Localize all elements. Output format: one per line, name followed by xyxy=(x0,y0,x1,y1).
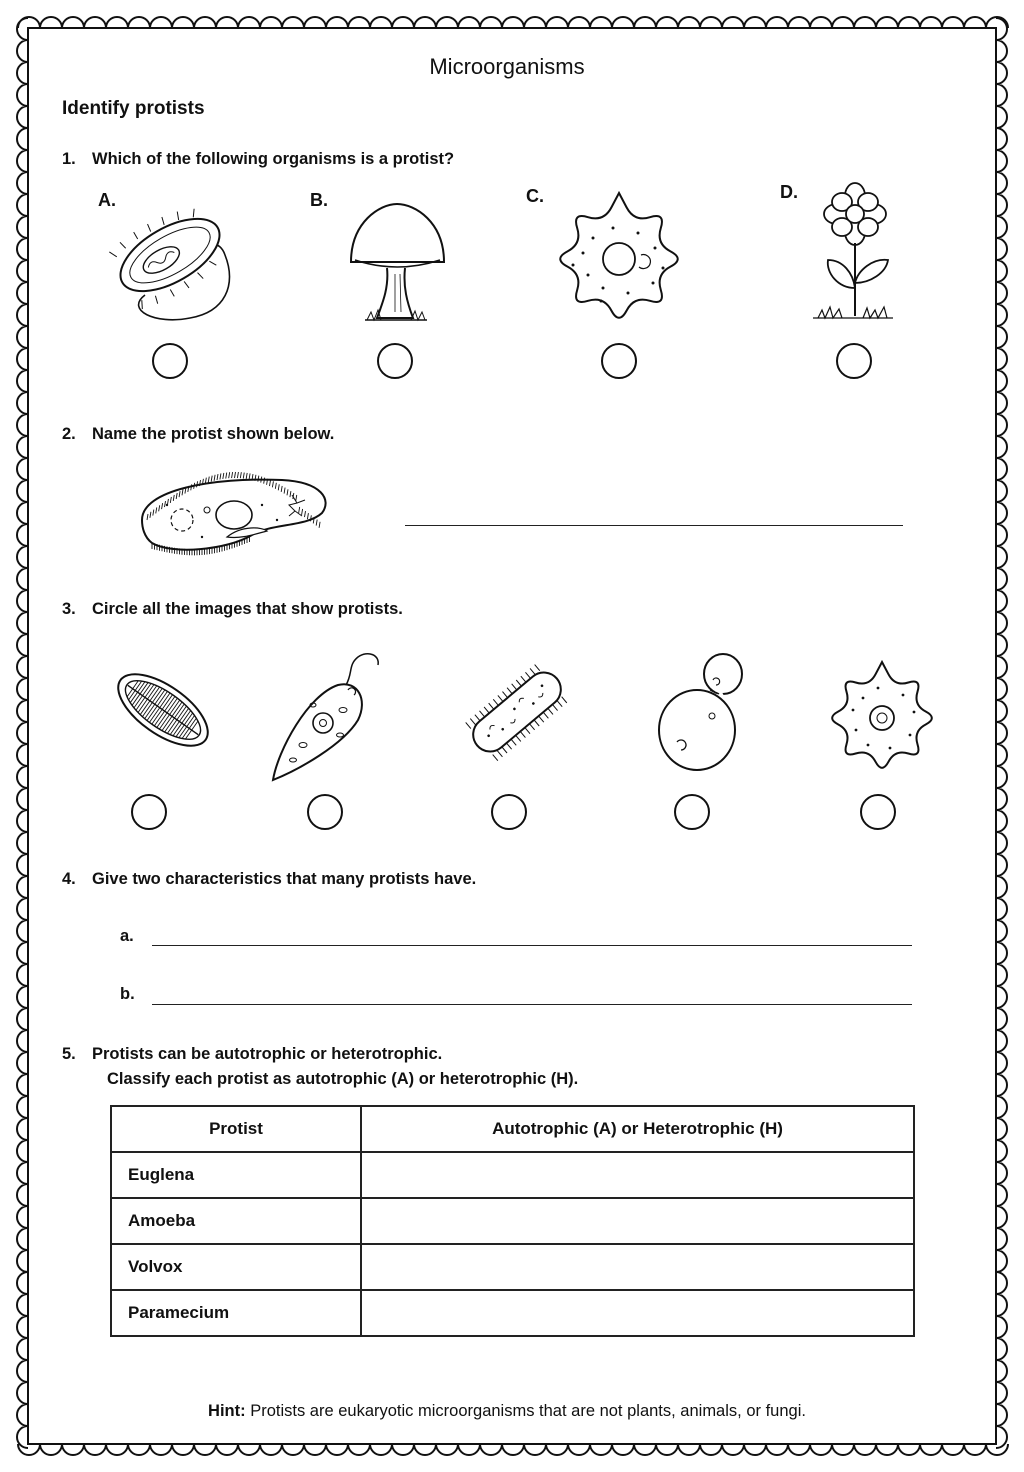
question-text: Give two characteristics that many protists have. xyxy=(92,870,477,888)
hint-text: Protists are eukaryotic microorganisms that are not plants, animals, or fungi. xyxy=(250,1402,806,1420)
paramecium-like-protist-icon xyxy=(105,200,240,325)
classification-table xyxy=(110,1105,915,1337)
blank-b-label: b. xyxy=(120,985,135,1003)
option-c-radio[interactable] xyxy=(601,343,637,379)
worksheet-title: Microorganisms xyxy=(429,54,585,79)
image-5-radio[interactable] xyxy=(860,794,896,830)
table-row xyxy=(111,1198,914,1244)
option-b-label: B. xyxy=(310,190,328,210)
protist-name: Volvox xyxy=(111,1244,361,1290)
protist-name: Euglena xyxy=(111,1152,361,1198)
question-2 xyxy=(62,425,334,444)
question-number: 1. xyxy=(62,150,76,168)
option-c-label: C. xyxy=(526,186,544,206)
question-text: Which of the following organisms is a protist? xyxy=(92,150,455,168)
table-row xyxy=(111,1152,914,1198)
option-b-radio[interactable] xyxy=(377,343,413,379)
answer-cell[interactable] xyxy=(361,1290,914,1336)
option-a-radio[interactable] xyxy=(152,343,188,379)
table-row xyxy=(111,1290,914,1336)
option-d-label: D. xyxy=(780,182,798,202)
option-d-radio[interactable] xyxy=(836,343,872,379)
blank-a-label: a. xyxy=(120,927,134,945)
image-1-radio[interactable] xyxy=(131,794,167,830)
question-text: Circle all the images that show protists. xyxy=(92,600,403,618)
answer-line-a[interactable] xyxy=(152,945,912,946)
question-text: Name the protist shown below. xyxy=(92,425,335,443)
question-number: 5. xyxy=(62,1045,76,1063)
image-2-radio[interactable] xyxy=(307,794,343,830)
amoeba-icon xyxy=(818,660,943,775)
question-5-instruction: Classify each protist as autotrophic (A) or heterotrophic (H). xyxy=(107,1070,579,1088)
hint-label: Hint: xyxy=(208,1402,246,1420)
question-3 xyxy=(62,600,403,619)
section-heading: Identify protists xyxy=(62,98,205,119)
question-4 xyxy=(62,870,476,889)
hint xyxy=(0,1402,1014,1421)
answer-line-q2[interactable] xyxy=(405,525,903,526)
image-4-radio[interactable] xyxy=(674,794,710,830)
euglena-icon xyxy=(268,645,388,785)
table-header-row xyxy=(111,1106,914,1152)
option-a-label: A. xyxy=(98,190,116,210)
answer-line-b[interactable] xyxy=(152,1004,912,1005)
amoeba-icon xyxy=(543,193,693,323)
image-3-radio[interactable] xyxy=(491,794,527,830)
answer-cell[interactable] xyxy=(361,1198,914,1244)
flower-plant-icon xyxy=(808,178,898,328)
answer-cell[interactable] xyxy=(361,1244,914,1290)
protist-name: Paramecium xyxy=(111,1290,361,1336)
header-classification: Autotrophic (A) or Heterotrophic (H) xyxy=(361,1106,914,1152)
table-row xyxy=(111,1244,914,1290)
question-number: 3. xyxy=(62,600,76,618)
question-text: Protists can be autotrophic or heterotrophic. xyxy=(92,1045,443,1063)
bacterium-icon xyxy=(455,650,580,775)
paramecium-icon xyxy=(132,465,337,560)
question-number: 4. xyxy=(62,870,76,888)
question-1 xyxy=(62,150,454,169)
diatom-icon xyxy=(108,670,218,750)
question-number: 2. xyxy=(62,425,76,443)
answer-cell[interactable] xyxy=(361,1152,914,1198)
protist-name: Amoeba xyxy=(111,1198,361,1244)
yeast-icon xyxy=(655,650,750,775)
mushroom-icon xyxy=(345,202,450,327)
header-protist: Protist xyxy=(111,1106,361,1152)
question-5 xyxy=(62,1045,442,1064)
